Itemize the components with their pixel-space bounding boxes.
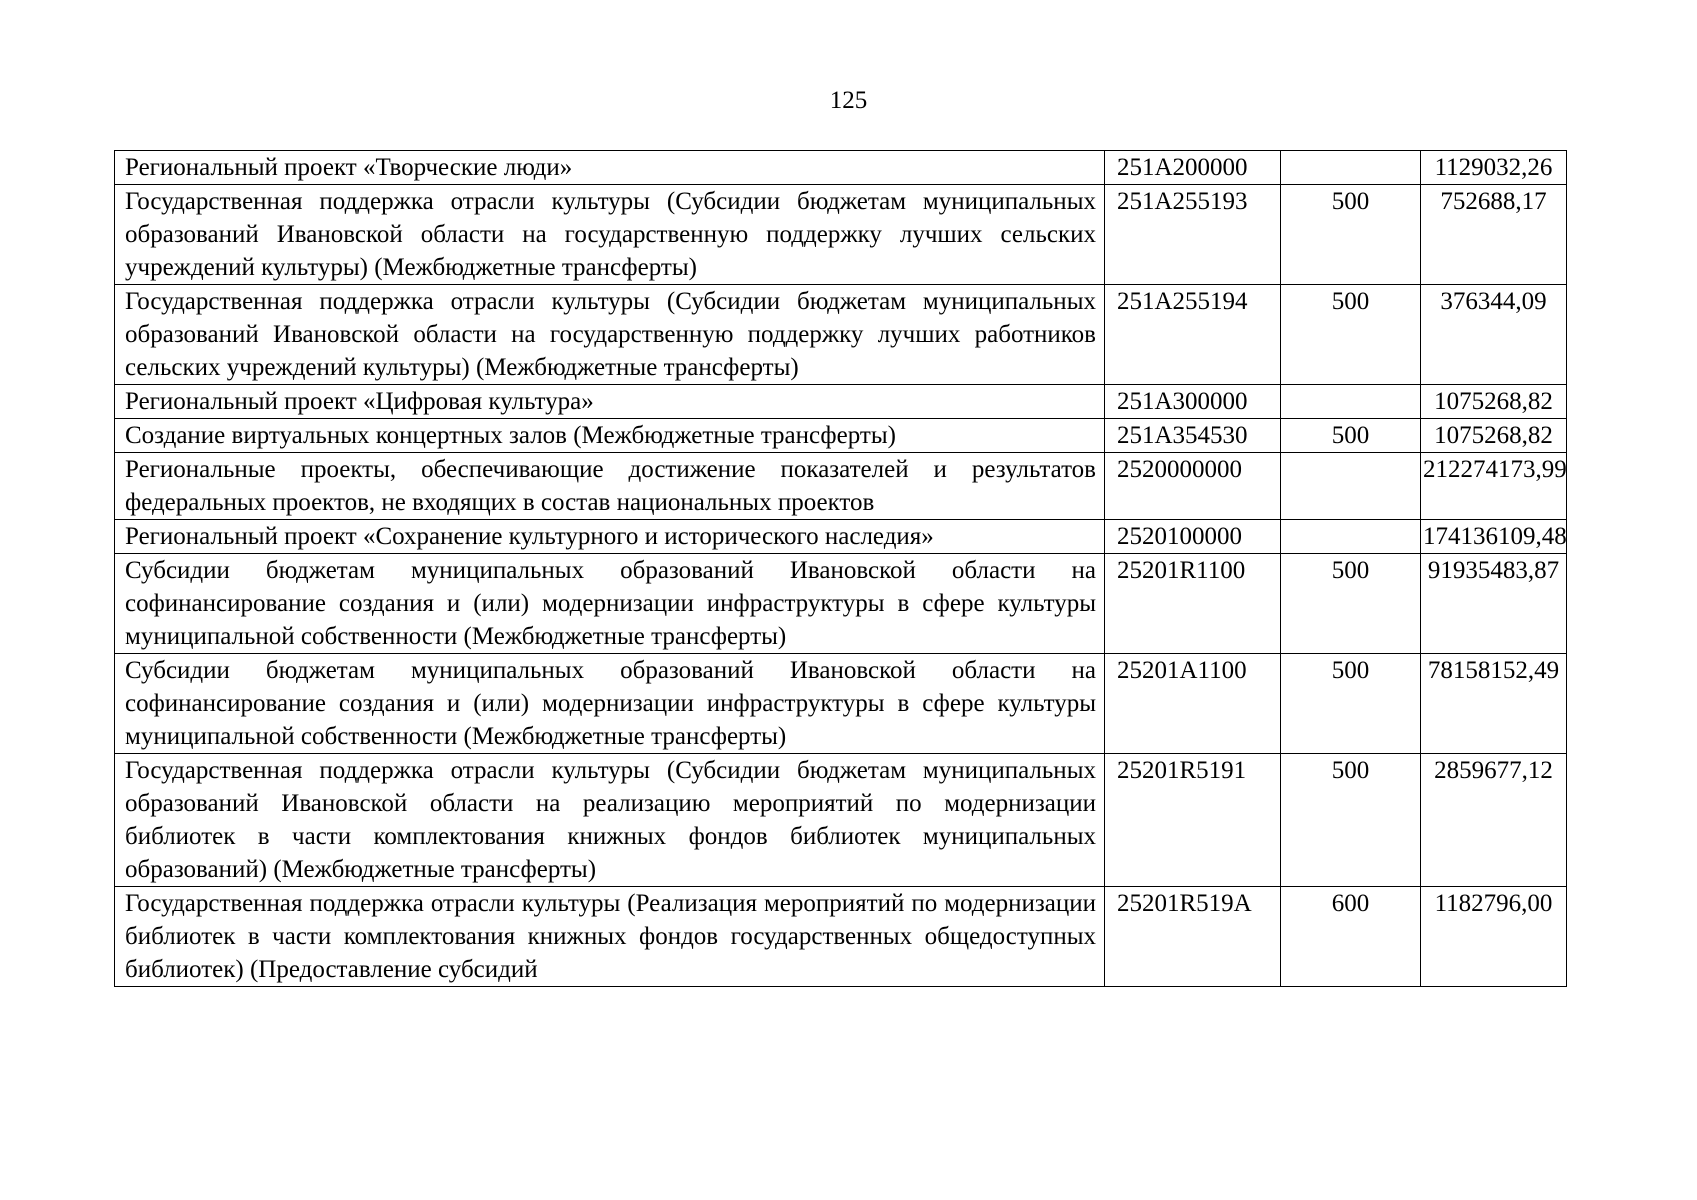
table-row	[115, 151, 1567, 185]
row-expense-type: 500	[1281, 185, 1421, 285]
row-sum: 376344,09	[1421, 285, 1567, 385]
row-expense-type: 500	[1281, 419, 1421, 453]
row-code: 2520100000	[1105, 520, 1281, 554]
row-expense-type	[1281, 453, 1421, 520]
row-code: 251A200000	[1105, 151, 1281, 185]
page-number-text: 125	[829, 87, 868, 114]
row-name: Государственная поддержка отрасли культуры (Субсидии бюджетам муниципальных образований Ивановской области на государственную поддержку лучших работников сельских учреждений культуры) (Межбюджетные трансферты)	[115, 285, 1105, 385]
table-row	[115, 419, 1567, 453]
row-code: 251A255194	[1105, 285, 1281, 385]
row-name: Региональный проект «Цифровая культура»	[115, 385, 1105, 419]
row-code: 251A354530	[1105, 419, 1281, 453]
row-code: 2520000000	[1105, 453, 1281, 520]
row-expense-type: 500	[1281, 754, 1421, 887]
table-row	[115, 520, 1567, 554]
row-expense-type: 500	[1281, 285, 1421, 385]
row-code: 25201R5191	[1105, 754, 1281, 887]
row-code: 25201R519A	[1105, 887, 1281, 987]
row-sum: 1182796,00	[1421, 887, 1567, 987]
row-name: Государственная поддержка отрасли культуры (Реализация мероприятий по модернизации библиотек в части комплектования книжных фондов государственных общедоступных библиотек) (Предоставление субсидий	[115, 887, 1105, 987]
row-expense-type: 500	[1281, 554, 1421, 654]
row-name: Государственная поддержка отрасли культуры (Субсидии бюджетам муниципальных образований Ивановской области на государственную поддержку лучших сельских учреждений культуры) (Межбюджетные трансферты)	[115, 185, 1105, 285]
table-row	[115, 887, 1567, 987]
row-sum: 91935483,87	[1421, 554, 1567, 654]
row-sum: 78158152,49	[1421, 654, 1567, 754]
table-row	[115, 754, 1567, 887]
row-expense-type	[1281, 385, 1421, 419]
table-row	[115, 554, 1567, 654]
row-sum: 752688,17	[1421, 185, 1567, 285]
page-number	[0, 86, 1697, 116]
row-code: 251A300000	[1105, 385, 1281, 419]
row-sum: 2859677,12	[1421, 754, 1567, 887]
budget-table	[114, 150, 1567, 987]
row-expense-type: 500	[1281, 654, 1421, 754]
row-name: Региональный проект «Сохранение культурного и исторического наследия»	[115, 520, 1105, 554]
row-expense-type	[1281, 151, 1421, 185]
row-code: 25201A1100	[1105, 654, 1281, 754]
row-code: 25201R1100	[1105, 554, 1281, 654]
row-name: Региональные проекты, обеспечивающие достижение показателей и результатов федеральных проектов, не входящих в состав национальных проектов	[115, 453, 1105, 520]
table-row	[115, 654, 1567, 754]
row-name: Субсидии бюджетам муниципальных образований Ивановской области на софинансирование создания и (или) модернизации инфраструктуры в сфере культуры муниципальной собственности (Межбюджетные трансферты)	[115, 554, 1105, 654]
table-row	[115, 285, 1567, 385]
row-sum: 1129032,26	[1421, 151, 1567, 185]
table-row	[115, 385, 1567, 419]
row-sum: 1075268,82	[1421, 419, 1567, 453]
row-name: Государственная поддержка отрасли культуры (Субсидии бюджетам муниципальных образований Ивановской области на реализацию мероприятий по модернизации библиотек в части комплектования книжных фондов библиотек муниципальных образований) (Межбюджетные трансферты)	[115, 754, 1105, 887]
row-name: Создание виртуальных концертных залов (Межбюджетные трансферты)	[115, 419, 1105, 453]
row-expense-type	[1281, 520, 1421, 554]
row-expense-type: 600	[1281, 887, 1421, 987]
table-row	[115, 453, 1567, 520]
row-name: Субсидии бюджетам муниципальных образований Ивановской области на софинансирование создания и (или) модернизации инфраструктуры в сфере культуры муниципальной собственности (Межбюджетные трансферты)	[115, 654, 1105, 754]
row-code: 251A255193	[1105, 185, 1281, 285]
row-sum: 212274173,99	[1421, 453, 1567, 520]
row-sum: 1075268,82	[1421, 385, 1567, 419]
table-row	[115, 185, 1567, 285]
row-name: Региональный проект «Творческие люди»	[115, 151, 1105, 185]
row-sum: 174136109,48	[1421, 520, 1567, 554]
